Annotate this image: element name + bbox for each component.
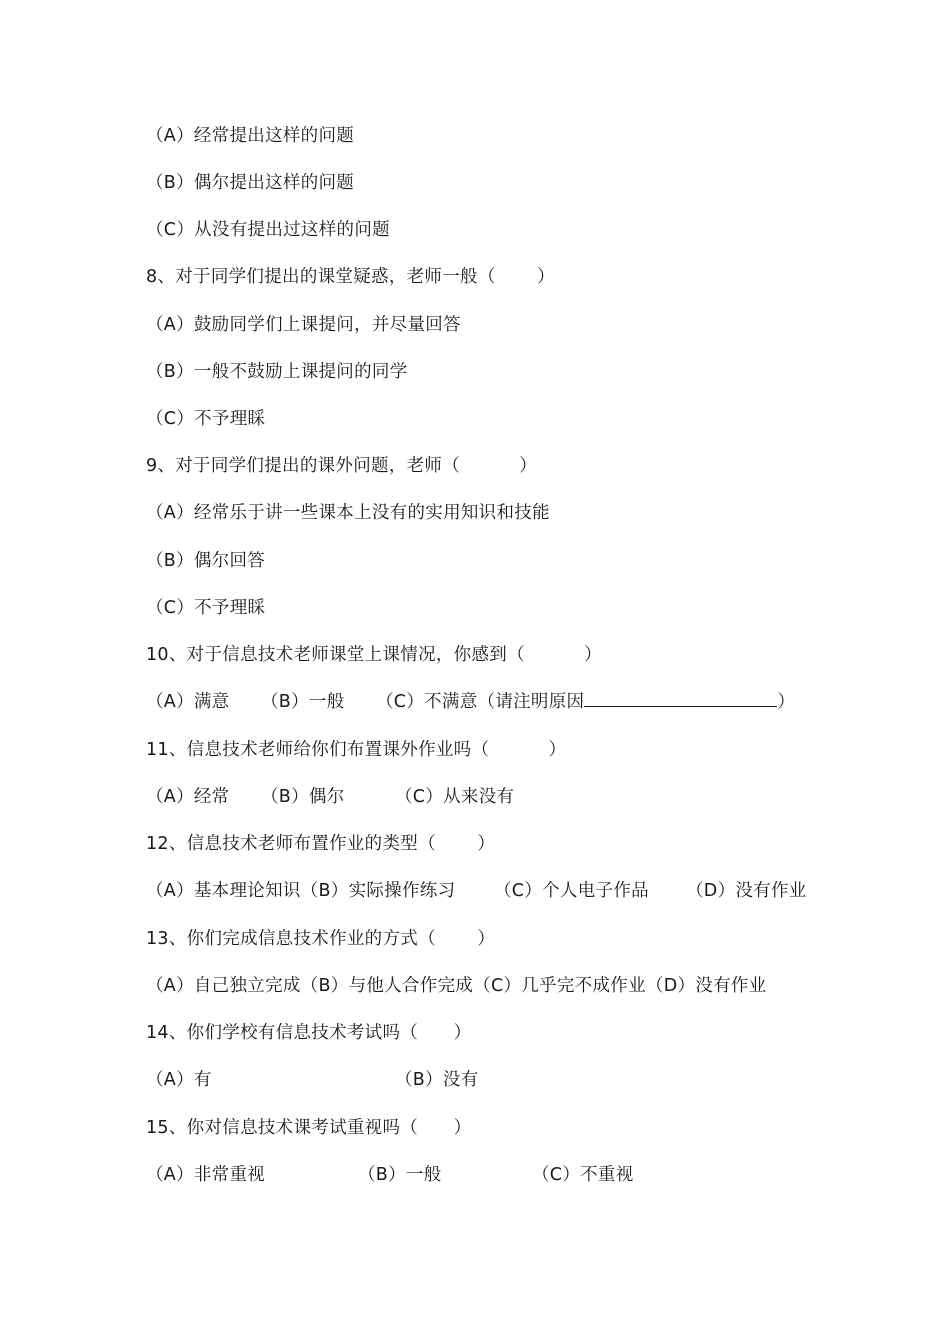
- question-14: 14、你们学校有信息技术考试吗（ ）: [146, 1023, 472, 1043]
- q14-option-b: （B）没有: [395, 1070, 479, 1090]
- q12-option-c: （C）个人电子作品: [494, 881, 649, 901]
- q10-option-c: [376, 690, 795, 714]
- question-8: 8、对于同学们提出的课堂疑惑，老师一般（ ）: [146, 267, 555, 287]
- q10-option-c-close: ）: [777, 692, 796, 712]
- q10-option-a: （A）满意: [146, 692, 230, 712]
- q14-option-a: （A）有: [146, 1070, 212, 1090]
- q7-option-b: （B）偶尔提出这样的问题: [146, 173, 355, 193]
- q9-option-b: （B）偶尔回答: [146, 551, 266, 571]
- q8-option-c: （C）不予理睬: [146, 409, 266, 429]
- q12-option-ab: （A）基本理论知识（B）实际操作练习: [146, 881, 456, 901]
- q10-option-c-text: （C）不满意（请注明原因: [376, 692, 585, 712]
- q8-option-b: （B）一般不鼓励上课提问的同学: [146, 362, 408, 382]
- q9-option-a: （A）经常乐于讲一些课本上没有的实用知识和技能: [146, 503, 550, 523]
- question-11: 11、信息技术老师给你们布置课外作业吗（ ）: [146, 740, 567, 760]
- q11-option-c: （C）从来没有: [395, 787, 515, 807]
- q13-options: （A）自己独立完成（B）与他人合作完成（C）几乎完不成作业（D）没有作业: [146, 976, 767, 996]
- q15-option-c: （C）不重视: [532, 1165, 634, 1185]
- question-12: 12、信息技术老师布置作业的类型（ ）: [146, 834, 496, 854]
- question-15: 15、你对信息技术课考试重视吗（ ）: [146, 1118, 472, 1138]
- question-10: 10、对于信息技术老师课堂上课情况，你感到（ ）: [146, 645, 602, 665]
- q15-option-b: （B）一般: [358, 1165, 442, 1185]
- q15-option-a: （A）非常重视: [146, 1165, 266, 1185]
- reason-blank-line: [584, 690, 777, 707]
- q7-option-c: （C）从没有提出过这样的问题: [146, 220, 390, 240]
- q7-option-a: （A）经常提出这样的问题: [146, 126, 355, 146]
- q15-options: [146, 1163, 666, 1283]
- q9-option-c: （C）不予理睬: [146, 598, 266, 618]
- q10-option-b: （B）一般: [261, 692, 345, 712]
- q11-option-b: （B）偶尔: [261, 787, 345, 807]
- question-13: 13、你们完成信息技术作业的方式（ ）: [146, 929, 496, 949]
- question-9: 9、对于同学们提出的课外问题，老师（ ）: [146, 456, 538, 476]
- q8-option-a: （A）鼓励同学们上课提问，并尽量回答: [146, 315, 461, 335]
- q11-option-a: （A）经常: [146, 787, 230, 807]
- q12-option-d: （D）没有作业: [686, 881, 807, 901]
